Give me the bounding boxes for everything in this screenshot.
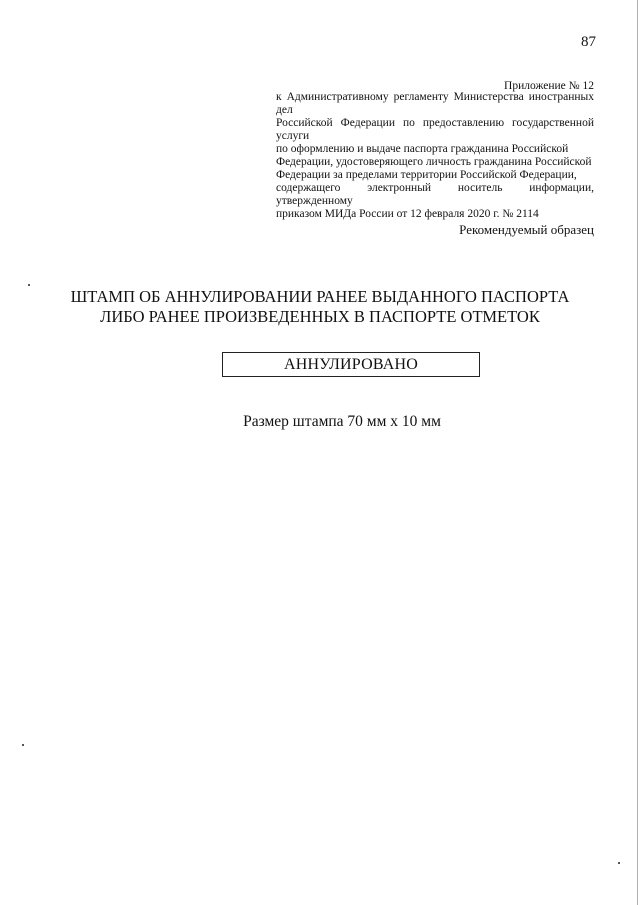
page-number: 87 xyxy=(581,34,596,50)
appendix-body xyxy=(276,91,594,221)
document-heading xyxy=(60,287,580,327)
scan-speck xyxy=(22,744,24,746)
edge-mark xyxy=(637,0,638,905)
stamp-box xyxy=(222,352,480,377)
appendix-line: приказом МИДа России от 12 февраля 2020 г. № 2114 xyxy=(276,208,539,220)
scan-speck xyxy=(618,862,620,864)
appendix-line: Федерации, удостоверяющего личность гражданина Российской xyxy=(276,156,592,168)
appendix-line: Федерации за пределами территории Российской Федерации, xyxy=(276,169,577,181)
appendix-line: по оформлению и выдаче паспорта гражданина Российской xyxy=(276,143,569,155)
heading-line-2: ЛИБО РАНЕЕ ПРОИЗВЕДЕННЫХ В ПАСПОРТЕ ОТМЕТОК xyxy=(100,307,540,326)
recommended-label: Рекомендуемый образец xyxy=(459,222,594,237)
heading-line-1: ШТАМП ОБ АННУЛИРОВАНИИ РАНЕЕ ВЫДАННОГО ПАСПОРТА xyxy=(70,287,570,306)
stamp-size-note: Размер штампа 70 мм х 10 мм xyxy=(243,413,441,430)
appendix-title: Приложение № 12 xyxy=(504,80,594,92)
scan-speck xyxy=(28,284,30,286)
appendix-line: Российской Федерации по предоставлению государственной услуги xyxy=(276,117,594,142)
appendix-line: содержащего электронный носитель информации, утвержденному xyxy=(276,182,594,207)
stamp-text: АННУЛИРОВАНО xyxy=(284,355,418,373)
appendix-line: к Административному регламенту Министерства иностранных дел xyxy=(276,91,594,116)
